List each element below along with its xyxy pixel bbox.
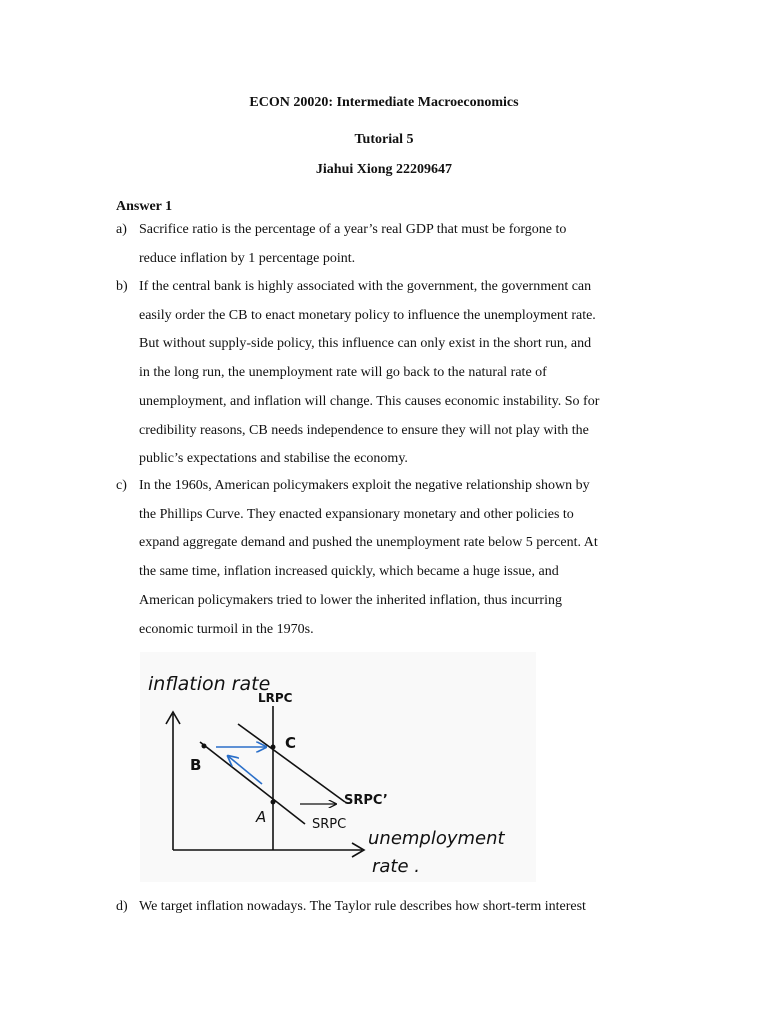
y-axis-label: inflation rate <box>148 673 271 695</box>
answer-item-b <box>116 273 656 474</box>
srpc-line <box>200 742 305 824</box>
document-tutorial-title: Tutorial 5 <box>354 132 414 147</box>
point-b <box>202 744 207 749</box>
text-line: the same time, inflation increased quickly, which became a huge issue, and <box>139 564 559 580</box>
text-line: We target inflation nowadays. The Taylor rule describes how short-term interest <box>139 899 586 914</box>
answer-item-d <box>116 893 656 922</box>
srpc-label: SRPC <box>312 817 347 832</box>
document-course-title: ECON 20020: Intermediate Macroeconomics <box>249 95 519 110</box>
phillips-curve-figure <box>140 652 536 882</box>
document-author: Jiahui Xiong 22209647 <box>315 162 453 177</box>
x-axis-label-line2: rate . <box>372 856 421 877</box>
point-a-label: A <box>256 808 267 826</box>
point-b-label: B <box>190 756 202 774</box>
text-line: easily order the CB to enact monetary policy to influence the unemployment rate. <box>139 307 596 323</box>
text-line: reduce inflation by 1 percentage point. <box>139 250 356 266</box>
point-c <box>271 745 276 750</box>
item-label: c) <box>116 478 127 493</box>
text-line: If the central bank is highly associated with the government, the government can <box>139 279 592 294</box>
srpc-prime-label: SRPC’ <box>344 793 388 808</box>
item-label: d) <box>116 899 128 914</box>
text-line: credibility reasons, CB needs independence to ensure they will not play with the <box>139 422 589 438</box>
answer-item-a <box>116 216 656 273</box>
lrpc-label: LRPC <box>258 691 293 705</box>
text-line: expand aggregate demand and pushed the unemployment rate below 5 percent. At <box>139 535 598 551</box>
text-line: Sacrifice ratio is the percentage of a year’s real GDP that must be forgone to <box>139 222 567 237</box>
phillips-curve-diagram <box>140 652 536 882</box>
text-line: American policymakers tried to lower the inherited inflation, thus incurring <box>139 592 562 608</box>
item-label: b) <box>116 279 128 294</box>
text-line: in the long run, the unemployment rate will go back to the natural rate of <box>139 365 547 381</box>
text-line: public’s expectations and stabilise the economy. <box>139 451 408 467</box>
text-line: But without supply-side policy, this influence can only exist in the short run, and <box>139 336 592 352</box>
answer-item-c <box>116 472 656 644</box>
text-line: the Phillips Curve. They enacted expansionary monetary and other policies to <box>139 506 574 522</box>
text-line: In the 1960s, American policymakers exploit the negative relationship shown by <box>139 478 590 493</box>
answer-heading: Answer 1 <box>116 199 173 214</box>
x-axis-label-line1: unemployment <box>368 828 505 849</box>
text-line: economic turmoil in the 1970s. <box>139 621 314 637</box>
item-label: a) <box>116 222 127 237</box>
movement-arrow-diagonal-icon <box>228 756 262 784</box>
text-line: unemployment, and inflation will change. This causes economic instability. So for <box>139 393 600 409</box>
point-a <box>271 800 276 805</box>
point-c-label: C <box>285 734 297 752</box>
